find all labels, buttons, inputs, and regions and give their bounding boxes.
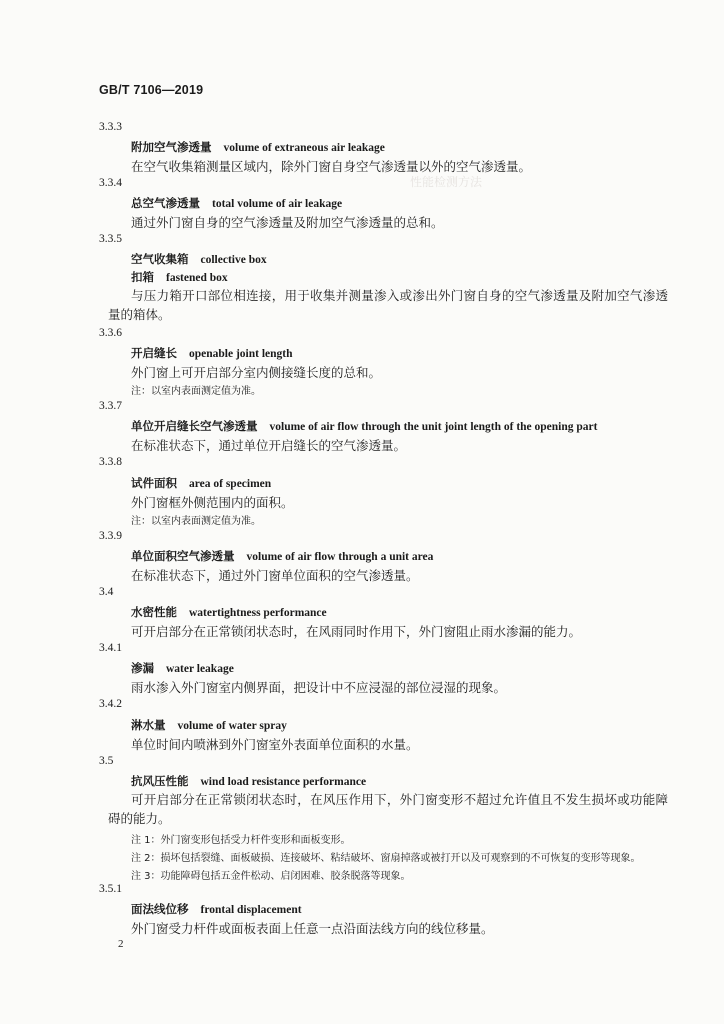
term-definition: 在标准状态下，通过单位开启缝长的空气渗透量。 [131, 438, 407, 453]
term-note: 注：以室内表面测定值为准。 [131, 386, 261, 397]
term-title [131, 717, 287, 733]
term-note: 注 3：功能障碍包括五金件松动、启闭困难、胶条脱落等现象。 [131, 871, 411, 882]
term-english: volume of water spray [177, 720, 287, 732]
term-chinese: 面法线位移 [131, 902, 189, 916]
term-title [131, 195, 342, 211]
term-chinese: 空气收集箱 [131, 252, 189, 266]
term-definition: 雨水渗入外门窗室内侧界面，把设计中不应浸湿的部位浸湿的现象。 [131, 680, 507, 695]
term-chinese: 单位开启缝长空气渗透量 [131, 419, 258, 433]
term-english: watertightness performance [189, 607, 327, 619]
term-title [131, 604, 327, 620]
term-definition: 在空气收集箱测量区域内，除外门窗自身空气渗透量以外的空气渗透量。 [131, 159, 532, 174]
section-number: 3.3.4 [99, 177, 122, 189]
section-number: 3.4.2 [99, 698, 122, 710]
term-chinese: 水密性能 [131, 605, 177, 619]
term-definition: 在标准状态下，通过外门窗单位面积的空气渗透量。 [131, 568, 419, 583]
page-number: 2 [118, 938, 124, 950]
term-english: volume of air flow through the unit joint length of the opening part [269, 421, 598, 433]
term-definition: 通过外门窗自身的空气渗透量及附加空气渗透量的总和。 [131, 215, 444, 230]
term-chinese: 抗风压性能 [131, 774, 189, 788]
term-english: fastened box [166, 272, 228, 284]
term-chinese: 单位面积空气渗透量 [131, 549, 235, 563]
term-title [131, 139, 385, 155]
term-synonym [131, 269, 228, 285]
term-note: 注 1：外门窗变形包括受力杆件变形和面板变形。 [131, 835, 351, 846]
section-number: 3.4.1 [99, 642, 122, 654]
bleed-through-text: 性能检测方法 [410, 175, 483, 189]
term-note: 注 2：损坏包括裂缝、面板破损、连接破坏、粘结破坏、窗扇掉落或被打开以及可观察到的不可恢复的变形等现象。 [131, 853, 641, 864]
term-english: total volume of air leakage [212, 198, 343, 210]
term-definition: 可开启部分在正常锁闭状态时，在风压作用下，外门窗变形不超过允许值且不发生损坏或功能障碍的能力。 [108, 792, 668, 826]
section-number: 3.3.3 [99, 121, 122, 133]
section-number: 3.5.1 [99, 883, 122, 895]
term-title [131, 475, 271, 491]
term-chinese: 渗漏 [131, 661, 154, 675]
term-definition: 可开启部分在正常锁闭状态时，在风雨同时作用下，外门窗阻止雨水渗漏的能力。 [131, 624, 582, 639]
term-definition: 外门窗受力杆件或面板表面上任意一点沿面法线方向的线位移量。 [131, 921, 494, 936]
term-chinese: 淋水量 [131, 718, 166, 732]
standard-header: GB/T 7106—2019 [99, 83, 204, 97]
term-title [131, 773, 366, 789]
term-title [131, 548, 433, 564]
term-note: 注：以室内表面测定值为准。 [131, 516, 261, 527]
term-definition: 单位时间内喷淋到外门窗室外表面单位面积的水量。 [131, 737, 419, 752]
term-title [131, 660, 234, 676]
section-number: 3.3.6 [99, 327, 122, 339]
term-chinese: 开启缝长 [131, 346, 177, 360]
term-english: water leakage [166, 663, 234, 675]
section-number: 3.3.5 [99, 233, 122, 245]
term-chinese: 试件面积 [131, 476, 177, 490]
term-title [131, 418, 597, 434]
term-english: volume of air flow through a unit area [246, 551, 434, 563]
term-definition: 外门窗上可开启部分室内侧接缝长度的总和。 [131, 365, 382, 380]
term-english: frontal displacement [200, 904, 302, 916]
section-number: 3.3.7 [99, 400, 122, 412]
term-definition: 与压力箱开口部位相连接，用于收集并测量渗入或渗出外门窗自身的空气渗透量及附加空气渗透量的箱体。 [108, 288, 668, 322]
section-number: 3.4 [99, 586, 114, 598]
term-english: volume of extraneous air leakage [223, 142, 385, 154]
section-number: 3.3.9 [99, 530, 122, 542]
section-number: 3.3.8 [99, 456, 122, 468]
term-chinese: 附加空气渗透量 [131, 140, 212, 154]
term-english: collective box [200, 254, 267, 266]
term-definition: 外门窗框外侧范围内的面积。 [131, 495, 294, 510]
term-english: area of specimen [189, 478, 272, 490]
term-english: openable joint length [189, 348, 293, 360]
term-title [131, 251, 267, 267]
section-number: 3.5 [99, 755, 114, 767]
term-english: wind load resistance performance [200, 776, 367, 788]
term-chinese: 总空气渗透量 [131, 196, 200, 210]
term-title [131, 901, 302, 917]
term-title [131, 345, 293, 361]
term-chinese: 扣箱 [131, 270, 154, 284]
